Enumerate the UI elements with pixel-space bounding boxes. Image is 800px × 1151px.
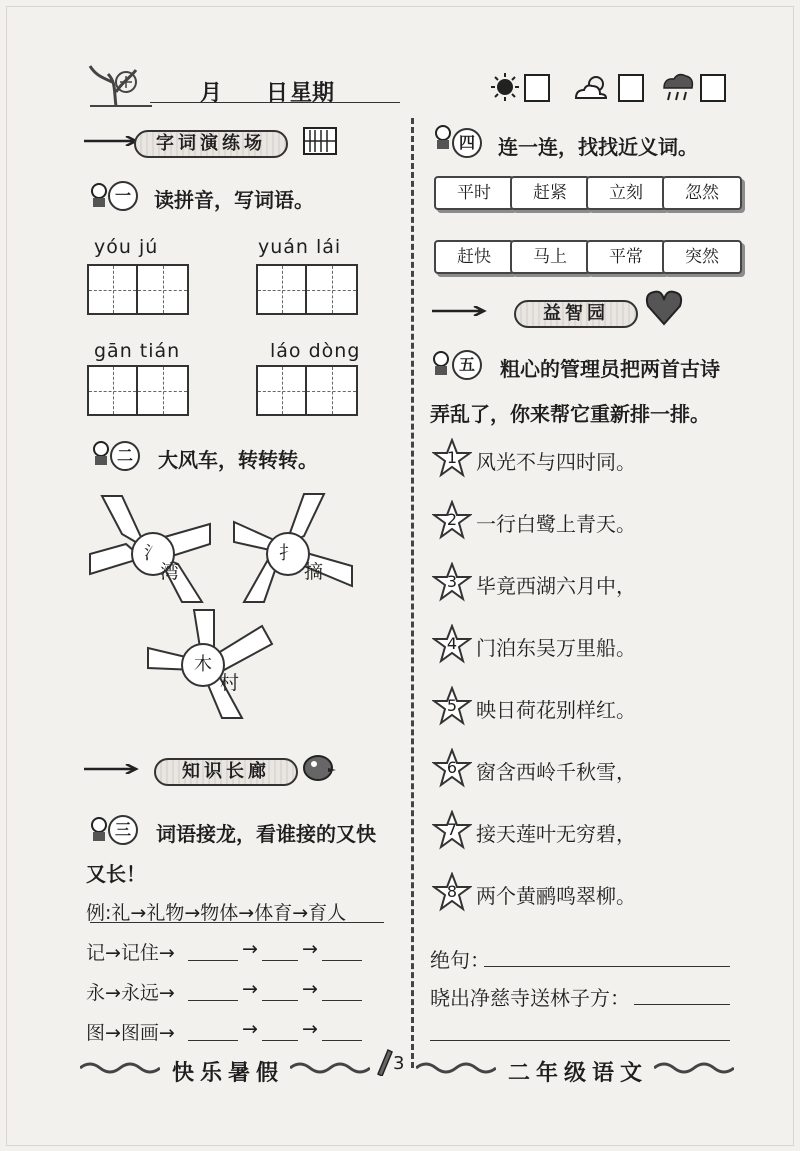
- answer-line[interactable]: [188, 1040, 238, 1041]
- sun-icon: [490, 72, 520, 102]
- poem-line-number: 5: [446, 696, 458, 715]
- page-number: 3: [393, 1053, 405, 1074]
- windmill-word: 湾: [160, 561, 180, 583]
- mascot-icon: [430, 350, 452, 376]
- word-card[interactable]: 平时: [434, 176, 514, 210]
- answer-line[interactable]: [262, 960, 298, 961]
- writing-box[interactable]: [256, 365, 307, 416]
- weekday-label: 星期: [290, 81, 335, 106]
- example-chain: 例:礼→礼物→物体→体育→育人: [86, 902, 347, 924]
- chain-start: 记→记住→: [86, 942, 175, 964]
- partly-cloudy-icon: [572, 72, 612, 102]
- word-card[interactable]: 立刻: [586, 176, 666, 210]
- sunny-checkbox[interactable]: [524, 74, 550, 102]
- section-banner-puzzle: [432, 298, 692, 328]
- writing-box[interactable]: [87, 264, 138, 315]
- answer-label-jueju: 绝句：: [430, 948, 490, 972]
- pinyin-label: gān tián: [94, 340, 181, 362]
- example-underline: [90, 922, 384, 923]
- word-card[interactable]: 平常: [586, 240, 666, 274]
- question-badge: 三: [108, 815, 138, 845]
- answer-line[interactable]: [322, 1000, 362, 1001]
- chain-word: 物体: [200, 902, 239, 924]
- question-badge: 五: [452, 350, 482, 380]
- word-card[interactable]: 赶快: [434, 240, 514, 274]
- chain-word: 育人: [308, 902, 347, 924]
- question-title: 粗心的管理员把两首古诗: [500, 357, 720, 381]
- answer-line[interactable]: [430, 1040, 730, 1041]
- chain-start: 图→图画→: [86, 1022, 175, 1044]
- windmill-center: 氵: [131, 532, 175, 576]
- answer-line[interactable]: [634, 1004, 730, 1005]
- column-divider: [411, 118, 414, 1068]
- pinyin-label: yóu jú: [94, 236, 159, 258]
- answer-line[interactable]: [188, 960, 238, 961]
- footer-left-title: 快乐暑假: [172, 1061, 285, 1086]
- rain-icon: [660, 70, 696, 104]
- wave-decoration: [654, 1060, 734, 1076]
- answer-line[interactable]: [262, 1040, 298, 1041]
- heart-icon: [644, 288, 684, 328]
- poem-line-number: 8: [446, 882, 458, 901]
- footer-right-title: 二年级语文: [508, 1061, 649, 1086]
- question-title: 连一连，找找近义词。: [498, 135, 698, 159]
- answer-line[interactable]: [262, 1000, 298, 1001]
- wave-decoration: [80, 1060, 160, 1076]
- mascot-icon: [88, 816, 110, 842]
- answer-line[interactable]: [322, 960, 362, 961]
- question-title-cont: 又长！: [86, 862, 146, 886]
- poem-line-text: 映日荷花别样红。: [476, 698, 636, 722]
- chain-word: 例:礼: [86, 902, 131, 924]
- windmill-center: 木: [181, 643, 225, 687]
- wave-decoration: [290, 1060, 370, 1076]
- banner-title: 知识长廊: [154, 758, 298, 786]
- day-label: 日: [266, 81, 289, 106]
- poem-line-number: 7: [446, 820, 458, 839]
- poem-line-number: 1: [446, 448, 458, 467]
- question-badge: 四: [452, 128, 482, 158]
- chain-word: 体育: [254, 902, 293, 924]
- poem-line-number: 2: [446, 510, 458, 529]
- question-title: 大风车，转转转。: [158, 448, 318, 472]
- word-card[interactable]: 马上: [510, 240, 590, 274]
- writing-box[interactable]: [87, 365, 138, 416]
- mascot-icon: [88, 182, 110, 208]
- chain-start: 永→永远→: [86, 982, 175, 1004]
- answer-line[interactable]: [188, 1000, 238, 1001]
- pinyin-label: yuán lái: [258, 236, 342, 258]
- pencil-arrow-icon: [432, 306, 492, 316]
- bird-mascot-icon: [298, 750, 338, 784]
- writing-box[interactable]: [138, 264, 189, 315]
- poem-line-text: 两个黄鹂鸣翠柳。: [476, 884, 636, 908]
- windmill-word: 村: [220, 672, 240, 694]
- poem-line-text: 一行白鹭上青天。: [476, 512, 636, 536]
- tree-decoration-icon: [86, 52, 156, 108]
- word-card[interactable]: 忽然: [662, 176, 742, 210]
- question-title: 词语接龙，看谁接的又快: [156, 822, 376, 846]
- writing-box[interactable]: [138, 365, 189, 416]
- section-banner-word-practice: [84, 128, 344, 158]
- poem-line-number: 6: [446, 758, 458, 777]
- answer-line[interactable]: [484, 966, 730, 967]
- windmill-center: 扌: [266, 532, 310, 576]
- writing-box[interactable]: [256, 264, 307, 315]
- question-badge: 二: [110, 441, 140, 471]
- banner-title: 字词演练场: [134, 130, 288, 158]
- answer-line[interactable]: [322, 1040, 362, 1041]
- question-title-cont: 弄乱了，你来帮它重新排一排。: [430, 402, 710, 426]
- pinyin-label: láo dòng: [270, 340, 361, 362]
- wave-decoration: [416, 1060, 496, 1076]
- mascot-icon: [90, 440, 112, 466]
- mascot-icon: [432, 124, 454, 150]
- pen-icon: [374, 1046, 394, 1076]
- poem-line-text: 风光不与四时同。: [476, 450, 636, 474]
- poem-line-text: 门泊东吴万里船。: [476, 636, 636, 660]
- word-card[interactable]: 突然: [662, 240, 742, 274]
- poem-line-text: 窗含西岭千秋雪，: [476, 760, 636, 784]
- writing-box[interactable]: [307, 365, 358, 416]
- section-banner-knowledge: [84, 756, 344, 786]
- writing-box[interactable]: [307, 264, 358, 315]
- word-card[interactable]: 赶紧: [510, 176, 590, 210]
- poem-line-text: 毕竟西湖六月中，: [476, 574, 636, 598]
- month-label: 月: [200, 81, 223, 106]
- poem-line-number: 3: [446, 572, 458, 591]
- poem-line-number: 4: [446, 634, 458, 653]
- banner-title: 益智园: [514, 300, 638, 328]
- pencil-arrow-icon: [84, 764, 144, 774]
- answer-label-xiaochu: 晓出净慈寺送林子方：: [430, 986, 630, 1010]
- cloudy-checkbox[interactable]: [618, 74, 644, 102]
- poem-line-text: 接天莲叶无穷碧，: [476, 822, 636, 846]
- question-badge: 一: [108, 181, 138, 211]
- question-title: 读拼音，写词语。: [154, 188, 314, 212]
- chain-word: 礼物: [146, 902, 185, 924]
- windmill-word: 摘: [304, 561, 324, 583]
- bookshelf-icon: [302, 126, 338, 156]
- rainy-checkbox[interactable]: [700, 74, 726, 102]
